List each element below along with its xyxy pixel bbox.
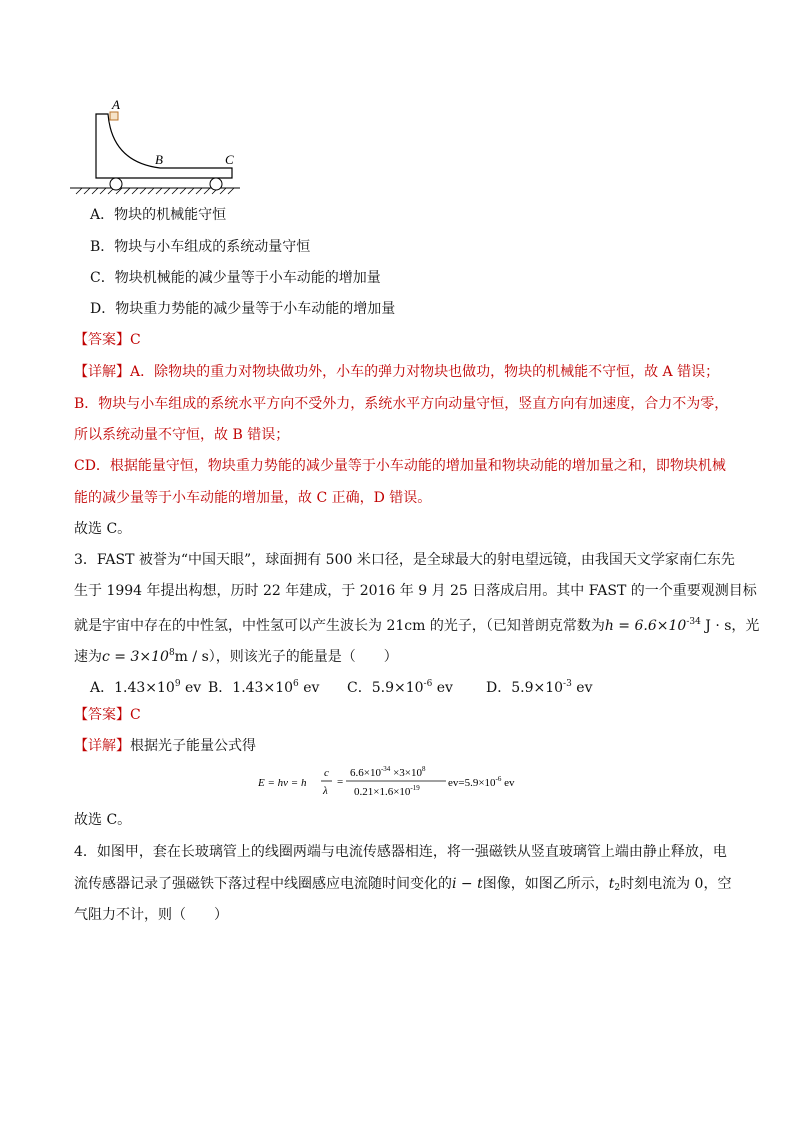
q2-detail-line-2: B．物块与小车组成的系统水平方向不受外力，系统水平方向动量守恒，竖直方向有加速度，合力不为零， — [74, 396, 729, 412]
planck-constant: h = 6.6×10 — [604, 618, 687, 634]
q4-stem-line-2 — [74, 874, 731, 898]
q3-conclusion: 故选 C。 — [74, 812, 132, 828]
answer-tag: 【答案】 — [74, 332, 130, 348]
light-speed-unit: m / s），则该光子的能量是（ ） — [174, 649, 398, 665]
q2-conclusion: 故选 C。 — [74, 521, 132, 537]
q2-detail-line-5: 能的减少量等于小车动能的增加量，故 C 正确，D 错误。 — [74, 490, 432, 506]
speed-prefix: 速为 — [74, 649, 102, 665]
label-a: A — [112, 97, 120, 112]
q3-stem-line-4 — [74, 643, 398, 667]
stem-text-end: 时刻电流为 0，空 — [620, 876, 732, 892]
q2-answer — [74, 330, 141, 350]
stem-text-rest: 图像，如图乙所示， — [482, 876, 609, 892]
detail-tag: 【详解】 — [74, 738, 130, 754]
q3-choice-b: B．$1.43\times 10^6$ ev — [208, 679, 320, 696]
q2-detail-line-3: 所以系统动量不守恒，故 B 错误； — [74, 427, 290, 443]
block-icon — [110, 112, 118, 120]
planck-unit: J · s，光 — [700, 618, 760, 634]
formula-eq: = — [337, 776, 344, 788]
detail-text: 根据光子能量公式得 — [130, 738, 256, 754]
q4-stem-line-1: 4．如图甲，套在长玻璃管上的线圈两端与电流传感器相连，将一强磁铁从竖直玻璃管上端由静止释放，电 — [74, 844, 727, 860]
wheel-right-icon — [210, 178, 222, 190]
planck-exponent: -34 — [686, 617, 701, 627]
q3-choice-a: A．$1.43\times 10^9$ ev — [90, 679, 202, 696]
light-speed: c = 3×10 — [102, 649, 169, 665]
q3-choice-c: C．$5.9\times 10^{-6}$ ev — [347, 679, 453, 696]
time-t2-sub: 2 — [614, 883, 621, 893]
formula-denominator: $0.21\times 1.6\times 10^{-19}$ — [354, 784, 420, 798]
answer-value: C — [130, 707, 141, 723]
light-speed-exponent: 8 — [168, 648, 175, 658]
q2-detail-line-4: CD．根据能量守恒，物块重力势能的减少量等于小车动能的增加量和物块动能的增加量之和，即物块机械 — [74, 458, 726, 474]
q2-option-b: B．物块与小车组成的系统动量守恒 — [90, 239, 311, 255]
answer-tag: 【答案】 — [74, 707, 130, 723]
label-c: C — [225, 152, 234, 167]
q3-stem-line-1: 3．FAST 被誉为“中国天眼”，球面拥有 500 米口径，是全球最大的射电望远镜，由我国天文学家南仁东先 — [74, 552, 735, 568]
q3-answer — [74, 705, 141, 725]
stem-text: 就是宇宙中存在的中性氢，中性氢可以产生波长为 21cm 的光子，（已知普朗克常数为 — [74, 618, 605, 634]
q3-stem-line-3 — [74, 612, 759, 636]
formula-lambda: λ — [323, 785, 328, 797]
q3-choice-d: D．$5.9\times 10^{-3}$ ev — [486, 679, 593, 696]
q2-option-a: A．物块的机械能守恒 — [90, 207, 227, 223]
cart-track-figure — [70, 96, 240, 196]
formula-result: $ev=5.9\times 10^{-6}$ ev — [448, 775, 515, 789]
formula-c: c — [324, 767, 329, 779]
q3-detail — [74, 736, 256, 756]
label-b: B — [155, 152, 163, 167]
q2-option-c: C．物块机械能的减少量等于小车动能的增加量 — [90, 270, 381, 286]
it-graph-label: i − t — [452, 876, 483, 892]
photon-energy-formula — [258, 762, 558, 802]
time-t2: t — [608, 876, 615, 892]
stem-text: 流传感器记录了强磁铁下落过程中线圈感应电流随时间变化的 — [74, 876, 452, 892]
q2-option-d: D．物块重力势能的减少量等于小车动能的增加量 — [90, 301, 396, 317]
q2-detail-line-1 — [74, 362, 719, 382]
wheel-left-icon — [110, 178, 122, 190]
q4-stem-line-3: 气阻力不计，则（ ） — [74, 907, 228, 923]
formula-lhs: E = hν = h — [258, 777, 307, 789]
detail-text: A．除物块的重力对物块做功外，小车的弹力对物块也做功，物块的机械能不守恒，故 A 错误； — [130, 364, 720, 380]
formula-numerator: $6.6\times 10^{-34} \times 3\times 10^8$ — [350, 765, 426, 779]
answer-value: C — [130, 332, 141, 348]
q3-stem-line-2: 生于 1994 年提出构想，历时 22 年建成，于 2016 年 9 月 25 日落成启用。其中 FAST 的一个重要观测目标 — [74, 583, 757, 599]
detail-tag: 【详解】 — [74, 364, 130, 380]
